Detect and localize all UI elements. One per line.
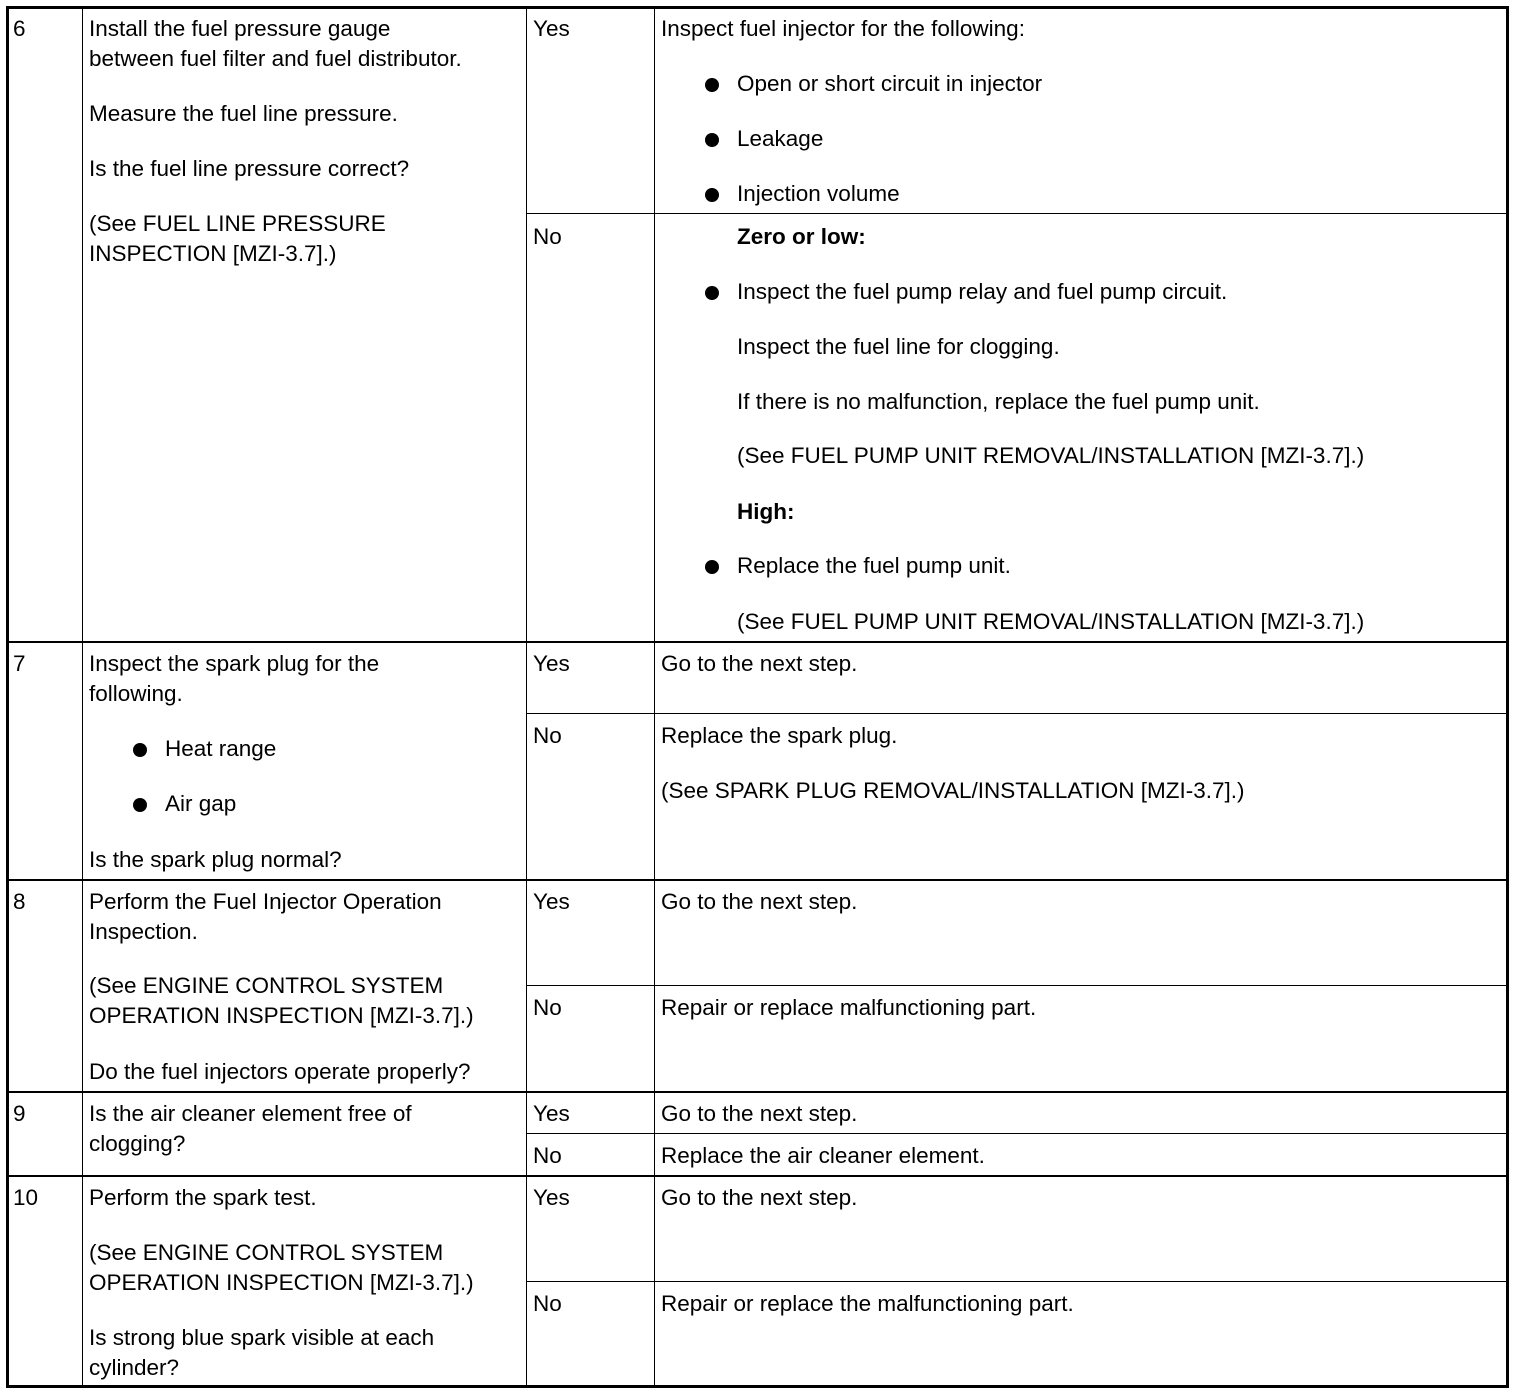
bullet-text: Leakage xyxy=(737,126,824,151)
action-reference: (See SPARK PLUG REMOVAL/INSTALLATION [MZI-3.7].) xyxy=(661,778,1245,803)
yes-no-divider xyxy=(526,1281,1506,1282)
yes-no-divider xyxy=(526,713,1506,714)
no-label: No xyxy=(533,1143,562,1168)
bullet-icon xyxy=(133,798,147,812)
action-text: Replace the spark plug. xyxy=(661,723,898,748)
bullet-icon xyxy=(705,286,719,300)
yes-no-divider xyxy=(526,213,1506,214)
question-text: between fuel filter and fuel distributor. xyxy=(89,46,462,71)
action-text: Replace the air cleaner element. xyxy=(661,1143,985,1168)
question-reference: (See FUEL LINE PRESSURE xyxy=(89,211,386,236)
yes-no-divider xyxy=(526,1133,1506,1134)
question-text: cylinder? xyxy=(89,1355,180,1380)
question-text: Install the fuel pressure gauge xyxy=(89,16,391,41)
question-text: Inspect the spark plug for the xyxy=(89,651,380,676)
yes-label: Yes xyxy=(533,651,570,676)
question-text: clogging? xyxy=(89,1131,186,1156)
row-divider xyxy=(9,1175,1506,1177)
step-number: 7 xyxy=(13,651,26,676)
no-label: No xyxy=(533,723,562,748)
row-divider xyxy=(9,641,1506,643)
bullet-text: Heat range xyxy=(165,736,277,761)
action-text: Inspect fuel injector for the following: xyxy=(661,16,1025,41)
yes-label: Yes xyxy=(533,16,570,41)
yes-label: Yes xyxy=(533,1185,570,1210)
yes-no-divider xyxy=(526,985,1506,986)
step-number: 9 xyxy=(13,1101,26,1126)
action-text: Repair or replace malfunctioning part. xyxy=(661,995,1037,1020)
bullet-text: Air gap xyxy=(165,791,237,816)
no-label: No xyxy=(533,1291,562,1316)
column-divider xyxy=(82,9,83,1385)
action-text: Go to the next step. xyxy=(661,1101,858,1126)
action-text: Go to the next step. xyxy=(661,889,858,914)
question-text: Measure the fuel line pressure. xyxy=(89,101,398,126)
question-reference: INSPECTION [MZI-3.7].) xyxy=(89,241,337,266)
condition-heading: Zero or low: xyxy=(737,224,866,249)
step-number: 8 xyxy=(13,889,26,914)
troubleshooting-table xyxy=(6,6,1509,1388)
action-text: Repair or replace the malfunctioning part. xyxy=(661,1291,1074,1316)
action-reference: (See FUEL PUMP UNIT REMOVAL/INSTALLATION [MZI-3.7].) xyxy=(737,443,1365,468)
action-text: If there is no malfunction, replace the fuel pump unit. xyxy=(737,389,1260,414)
question-text: Inspection. xyxy=(89,919,198,944)
step-number: 10 xyxy=(13,1185,39,1210)
bullet-icon xyxy=(705,78,719,92)
question-text: Perform the spark test. xyxy=(89,1185,317,1210)
step-number: 6 xyxy=(13,16,26,41)
no-label: No xyxy=(533,995,562,1020)
yes-label: Yes xyxy=(533,1101,570,1126)
no-label: No xyxy=(533,224,562,249)
column-divider xyxy=(654,9,655,1385)
question-reference: OPERATION INSPECTION [MZI-3.7].) xyxy=(89,1003,474,1028)
question-text: Is strong blue spark visible at each xyxy=(89,1325,435,1350)
row-divider xyxy=(9,879,1506,881)
bullet-icon xyxy=(705,560,719,574)
action-text: Go to the next step. xyxy=(661,1185,858,1210)
column-divider xyxy=(526,9,527,1385)
question-reference: OPERATION INSPECTION [MZI-3.7].) xyxy=(89,1270,474,1295)
action-text: Go to the next step. xyxy=(661,651,858,676)
question-text: Is the spark plug normal? xyxy=(89,847,342,872)
question-text: Perform the Fuel Injector Operation xyxy=(89,889,442,914)
question-reference: (See ENGINE CONTROL SYSTEM xyxy=(89,1240,444,1265)
question-text: Do the fuel injectors operate properly? xyxy=(89,1059,471,1084)
action-reference: (See FUEL PUMP UNIT REMOVAL/INSTALLATION [MZI-3.7].) xyxy=(737,609,1365,634)
bullet-text: Inspect the fuel pump relay and fuel pump circuit. xyxy=(737,279,1228,304)
yes-label: Yes xyxy=(533,889,570,914)
bullet-icon xyxy=(133,743,147,757)
bullet-icon xyxy=(705,133,719,147)
row-divider xyxy=(9,1091,1506,1093)
action-text: Inspect the fuel line for clogging. xyxy=(737,334,1060,359)
bullet-text: Injection volume xyxy=(737,181,900,206)
question-reference: (See ENGINE CONTROL SYSTEM xyxy=(89,973,444,998)
condition-heading: High: xyxy=(737,499,795,524)
bullet-text: Open or short circuit in injector xyxy=(737,71,1043,96)
bullet-text: Replace the fuel pump unit. xyxy=(737,553,1011,578)
question-text: Is the air cleaner element free of xyxy=(89,1101,412,1126)
question-text: Is the fuel line pressure correct? xyxy=(89,156,410,181)
bullet-icon xyxy=(705,188,719,202)
question-text: following. xyxy=(89,681,183,706)
